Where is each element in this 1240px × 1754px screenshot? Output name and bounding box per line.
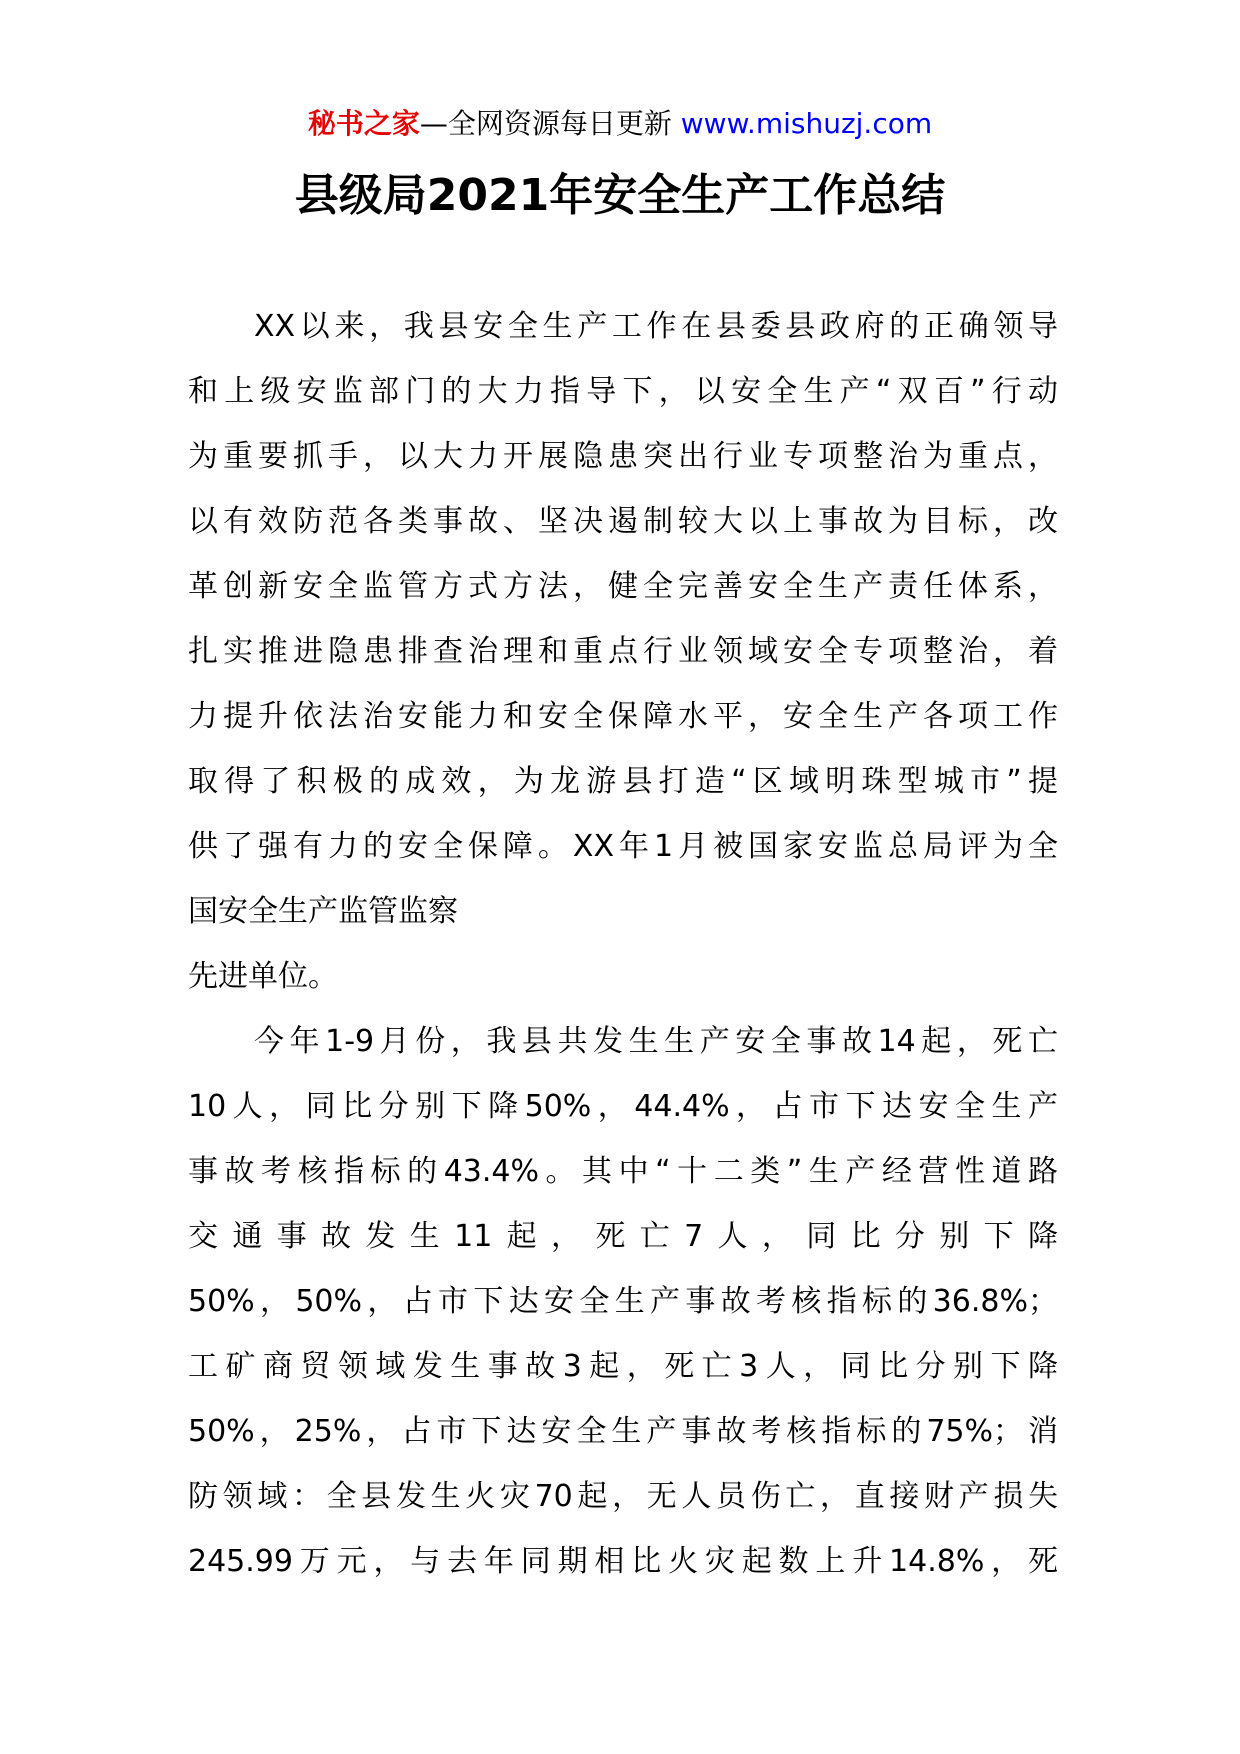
body-line: 革创新安全监管方式方法，健全完善安全生产责任体系， <box>188 569 1058 604</box>
body-line: 以有效防范各类事故、坚决遏制较大以上事故为目标，改 <box>188 504 1058 539</box>
body-line: 10人，同比分别下降50%，44.4%，占市下达安全生产 <box>188 1089 1058 1124</box>
body-line: 交通事故发生11起，死亡7人，同比分别下降 <box>188 1219 1058 1254</box>
body-line: 先进单位。 <box>188 959 338 994</box>
site-tagline: —全网资源每日更新 <box>419 107 681 140</box>
body-line: XX以来，我县安全生产工作在县委县政府的正确领导 <box>254 309 1058 344</box>
body-line: 力提升依法治安能力和安全保障水平，安全生产各项工作 <box>188 699 1058 734</box>
body-line: 50%，50%，占市下达安全生产事故考核指标的36.8%； <box>188 1284 1058 1319</box>
body-line: 245.99万元，与去年同期相比火灾起数上升14.8%，死 <box>188 1544 1058 1579</box>
body-line: 为重要抓手，以大力开展隐患突出行业专项整治为重点， <box>188 439 1058 474</box>
document-title: 县级局2021年安全生产工作总结 <box>294 170 946 221</box>
site-url-link[interactable]: www.mishuzj.com <box>680 107 933 140</box>
body-line: 扎实推进隐患排查治理和重点行业领域安全专项整治，着 <box>188 634 1058 669</box>
body-line: 50%，25%，占市下达安全生产事故考核指标的75%；消 <box>188 1414 1058 1449</box>
site-header <box>0 104 1240 144</box>
body-line: 国安全生产监管监察 <box>188 894 458 929</box>
body-line: 今年1-9月份，我县共发生生产安全事故14起，死亡 <box>254 1024 1058 1059</box>
body-line: 取得了积极的成效，为龙游县打造“区域明珠型城市”提 <box>188 764 1058 799</box>
body-line: 和上级安监部门的大力指导下，以安全生产“双百”行动 <box>188 374 1058 409</box>
site-brand: 秘书之家 <box>307 107 420 140</box>
body-line: 供了强有力的安全保障。XX年1月被国家安监总局评为全 <box>188 829 1058 864</box>
body-line: 工矿商贸领域发生事故3起，死亡3人，同比分别下降 <box>188 1349 1058 1384</box>
body-line: 防领域：全县发生火灾70起，无人员伤亡，直接财产损失 <box>188 1479 1058 1514</box>
document-body <box>188 294 1058 1594</box>
body-line: 事故考核指标的43.4%。其中“十二类”生产经营性道路 <box>188 1154 1058 1189</box>
